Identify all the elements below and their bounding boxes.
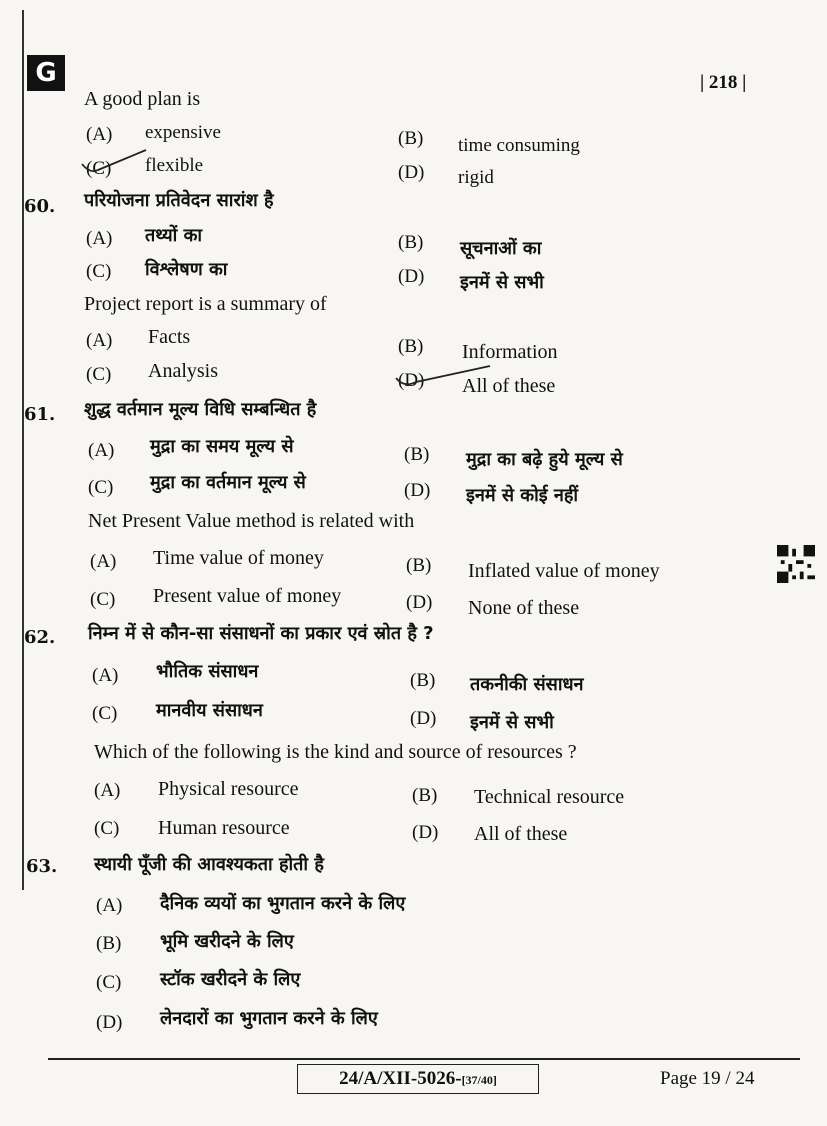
q63-question-hi: स्थायी पूँजी की आवश्यकता होती है [94,854,324,875]
q59-option-d-label: (D) [398,162,425,183]
q62-question-hi: निम्न में से कौन-सा संसाधनों का प्रकार एवं स्रोत है ? [88,623,434,644]
q59-option-c-label: (C) [86,158,112,179]
q62-hi-option-d: इनमें से सभी [470,712,554,733]
q62-en-option-d: All of these [474,823,568,845]
q60-hi-option-a-label: (A) [86,228,113,249]
q61-hi-option-d: इनमें से कोई नहीं [466,485,579,506]
q62-hi-option-d-label: (D) [410,708,437,729]
q63-option-c-label: (C) [96,972,122,993]
q62-hi-option-a-label: (A) [92,665,119,686]
q60-en-option-c-label: (C) [86,364,112,385]
q60-question-hi: परियोजना प्रतिवेदन सारांश है [84,190,274,211]
footer-page-number: Page 19 / 24 [660,1068,755,1089]
q60-en-option-a-label: (A) [86,330,113,351]
qr-code-icon [776,545,816,583]
q59-option-d: rigid [458,167,494,188]
q61-en-option-d: None of these [468,597,580,619]
q61-en-option-d-label: (D) [406,592,433,613]
q61-en-option-b: Inflated value of money [468,560,660,582]
q61-en-option-a: Time value of money [153,547,324,569]
q62-en-option-d-label: (D) [412,822,439,843]
q62-number: 62. [24,627,56,648]
q62-en-option-c: Human resource [158,817,290,839]
answer-tick-mark [394,362,494,392]
q62-hi-option-b: तकनीकी संसाधन [470,674,584,695]
q62-en-option-a-label: (A) [94,780,121,801]
q62-en-option-a: Physical resource [158,778,299,800]
q62-question-en: Which of the following is the kind and source of resources ? [94,741,577,763]
q60-en-option-a: Facts [148,326,191,348]
q62-en-option-b: Technical resource [474,786,625,808]
q62-hi-option-a: भौतिक संसाधन [156,661,259,682]
q60-en-option-b: Information [462,341,558,363]
q62-en-option-c-label: (C) [94,818,120,839]
q63-option-b-label: (B) [96,933,122,954]
q59-option-b: time consuming [458,135,580,156]
q59-option-c: flexible [145,155,204,176]
q60-hi-option-b: सूचनाओं का [460,238,542,259]
q62-en-option-b-label: (B) [412,785,438,806]
q63-option-a: दैनिक व्ययों का भुगतान करने के लिए [160,893,406,914]
q61-hi-option-b: मुद्रा का बढ़े हुये मूल्य से [466,449,623,470]
q60-number: 60. [24,196,56,217]
q60-hi-option-b-label: (B) [398,232,424,253]
q61-hi-option-a-label: (A) [88,440,115,461]
q61-question-en: Net Present Value method is related with [88,510,415,532]
q63-option-b: भूमि खरीदने के लिए [160,931,294,952]
q60-en-option-b-label: (B) [398,336,424,357]
q60-hi-option-a: तथ्यों का [145,225,203,246]
sheet-number: [37/40] [461,1073,497,1087]
q60-en-option-c: Analysis [148,360,218,382]
q61-en-option-a-label: (A) [90,551,117,572]
q60-question-en: Project report is a summary of [84,293,327,315]
q61-en-option-c: Present value of money [153,585,342,607]
q63-option-c: स्टॉक खरीदने के लिए [160,969,301,990]
q62-hi-option-b-label: (B) [410,670,436,691]
q61-en-option-b-label: (B) [406,555,432,576]
q61-number: 61. [24,404,56,425]
q63-option-d-label: (D) [96,1012,123,1033]
q60-hi-option-c: विश्लेषण का [145,259,228,280]
q61-hi-option-a: मुद्रा का समय मूल्य से [150,436,294,457]
q60-hi-option-c-label: (C) [86,261,112,282]
q61-hi-option-c: मुद्रा का वर्तमान मूल्य से [150,472,306,493]
page-number: | 218 | [700,72,747,93]
q62-hi-option-c: मानवीय संसाधन [156,700,263,721]
q63-option-d: लेनदारों का भुगतान करने के लिए [160,1008,378,1029]
q63-option-a-label: (A) [96,895,123,916]
q60-hi-option-d: इनमें से सभी [460,272,544,293]
q61-question-hi: शुद्ध वर्तमान मूल्य विधि सम्बन्धित है [84,399,317,420]
q61-hi-option-c-label: (C) [88,477,114,498]
q61-hi-option-d-label: (D) [404,480,431,501]
q59-question-en: A good plan is [84,88,201,110]
q59-option-a-label: (A) [86,124,113,145]
q63-number: 63. [26,856,58,877]
q59-option-a: expensive [145,122,221,143]
q59-option-b-label: (B) [398,128,424,149]
q60-hi-option-d-label: (D) [398,266,425,287]
q61-hi-option-b-label: (B) [404,444,430,465]
q61-en-option-c-label: (C) [90,589,116,610]
q60-en-option-d-label: (D) [398,370,425,391]
paper-code: 24/A/XII-5026 [339,1068,456,1089]
q62-hi-option-c-label: (C) [92,703,118,724]
answer-tick-mark [80,146,150,176]
paper-code-box: 24/A/XII-5026-[37/40] [297,1064,539,1094]
footer-divider [48,1058,800,1060]
left-margin-line [22,10,24,890]
q60-en-option-d: All of these [462,375,556,397]
section-badge: G [27,55,65,91]
